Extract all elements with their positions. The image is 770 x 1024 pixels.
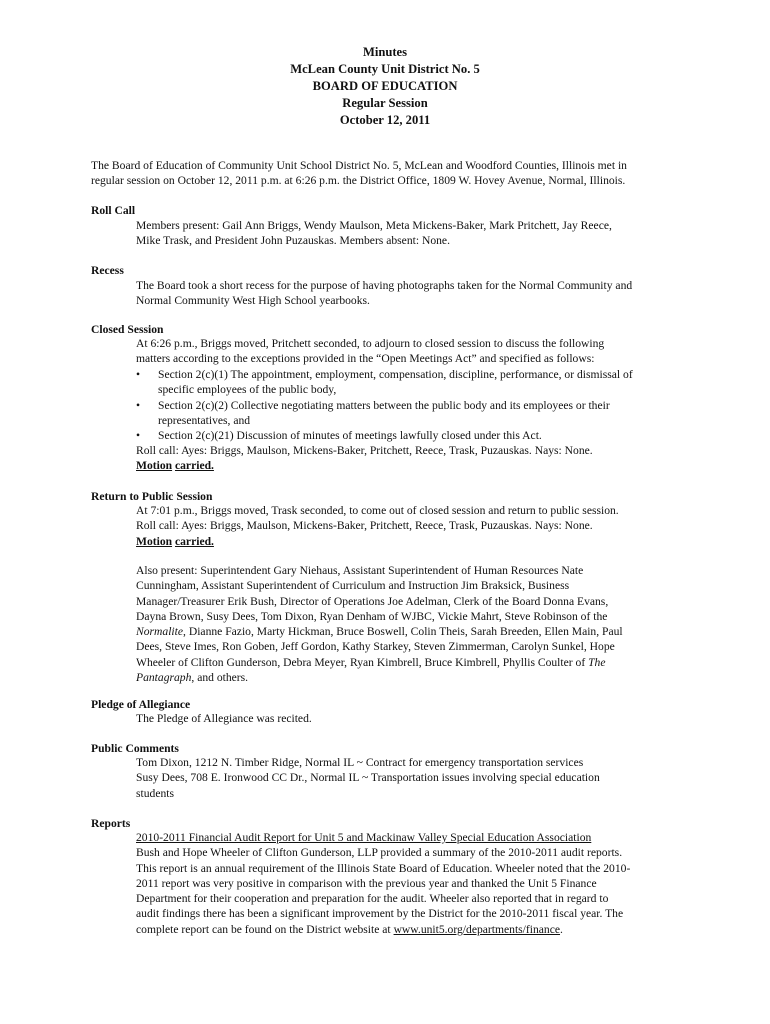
closed-session-heading: Closed Session xyxy=(91,323,164,336)
closed-session-vote xyxy=(136,443,593,474)
also-present-text: Wheeler of Clifton Gunderson, Debra Meyer, Ryan Kimbrell, Bruce Kimbrell, Phyllis Coulter of xyxy=(136,655,589,669)
roll-call-line: Mike Trask, and President John Puzauskas. Members absent: None. xyxy=(136,234,450,248)
pledge-heading: Pledge of Allegiance xyxy=(91,698,191,711)
roll-call-heading: Roll Call xyxy=(91,204,136,217)
list-item xyxy=(136,398,633,429)
reports-heading: Reports xyxy=(91,817,131,830)
also-present-line: Dayna Brown, Susy Dees, Tom Dixon, Ryan Denham of WJBC, Vickie Mahrt, Steve Robinson of the xyxy=(136,609,608,623)
roll-call-vote: Roll call: Ayes: Briggs, Maulson, Mickens-Baker, Pritchett, Reece, Trask, Puzauskas. Nays: None. xyxy=(136,444,593,457)
header-board: BOARD OF EDUCATION xyxy=(312,79,458,93)
also-present-line: Cunningham, Assistant Superintendent of Curriculum and Instruction Jim Braksick, Business xyxy=(136,579,570,593)
recess-text xyxy=(136,278,632,309)
publication-name: The xyxy=(588,655,606,669)
list-item xyxy=(136,367,633,398)
intro-line: The Board of Education of Community Unit School District No. 5, McLean and Woodford Counties, Illinois met in xyxy=(91,159,627,172)
roll-call-text xyxy=(136,218,612,249)
also-present-text: , and others. xyxy=(191,671,249,685)
recess-heading: Recess xyxy=(91,264,124,277)
recess-line: Normal Community West High School yearbooks. xyxy=(136,294,370,308)
list-item-text: representatives, and xyxy=(158,413,251,427)
also-present-line: Dees, Steve Imes, Ron Goben, Jeff Gordon, Kathy Starkey, Steven Zimmerman, Carolyn Sunkel, Hope xyxy=(136,640,615,654)
document-header xyxy=(0,44,770,129)
list-item-text: Section 2(c)(21) Discussion of minutes of meetings lawfully closed under this Act. xyxy=(158,429,542,443)
return-session-text xyxy=(136,503,619,549)
closed-session-line: At 6:26 p.m., Briggs moved, Pritchett seconded, to adjourn to closed session to discuss the following xyxy=(136,337,605,350)
bullet-icon: • xyxy=(136,398,141,412)
roll-call-line: Members present: Gail Ann Briggs, Wendy Maulson, Meta Mickens-Baker, Mark Pritchett, Jay Reece, xyxy=(136,219,612,232)
report-line: 2011 report was very positive in comparison with the previous year and thanked the Unit 5 Finance xyxy=(136,876,597,890)
also-present-line: Also present: Superintendent Gary Niehaus, Assistant Superintendent of Human Resources Nate xyxy=(136,564,584,577)
list-item-text: Section 2(c)(2) Collective negotiating matters between the public body and its employees or their xyxy=(158,398,610,412)
reports-text xyxy=(136,830,630,937)
motion-result xyxy=(136,534,619,549)
report-title: 2010-2011 Financial Audit Report for Unit 5 and Mackinaw Valley Special Education Association xyxy=(136,831,592,844)
report-line: Department for their cooperation and preparation for the audit. Wheeler also reported that in regard to xyxy=(136,892,609,906)
header-minutes: Minutes xyxy=(362,45,408,59)
pledge-text: The Pledge of Allegiance was recited. xyxy=(136,712,312,725)
recess-line: The Board took a short recess for the purpose of having photographs taken for the Normal Community and xyxy=(136,279,633,292)
header-district: McLean County Unit District No. 5 xyxy=(290,62,480,76)
closed-session-text xyxy=(136,336,604,367)
also-present-text: , Dianne Fazio, Marty Hickman, Bruce Boswell, Colin Theis, Sarah Breeden, Ellen Main, Paul xyxy=(183,625,623,639)
report-line: audit findings there has been a significant improvement by the District for the 2010-2011 fiscal year. The xyxy=(136,907,624,921)
list-item xyxy=(136,428,633,443)
finance-website-link[interactable]: www.unit5.org/departments/finance xyxy=(393,922,561,936)
motion-word: Motion xyxy=(136,534,173,548)
motion-word: Motion xyxy=(136,459,173,473)
return-session-heading: Return to Public Session xyxy=(91,490,213,503)
closed-session-exceptions-list xyxy=(136,367,633,443)
list-item-text: Section 2(c)(1) The appointment, employment, compensation, discipline, performance, or dismissal of xyxy=(158,368,633,381)
public-comments-text xyxy=(136,755,600,801)
public-comment-line: students xyxy=(136,786,175,800)
also-present-line: Manager/Treasurer Erik Bush, Director of Operations Joe Adelman, Clerk of the Board Donna Evans, xyxy=(136,594,609,608)
also-present-line xyxy=(136,655,623,670)
also-present-line xyxy=(136,624,623,639)
roll-call-vote: Roll call: Ayes: Briggs, Maulson, Mickens-Baker, Pritchett, Reece, Trask, Puzauskas. Nays: None. xyxy=(136,519,593,533)
also-present-line xyxy=(136,670,623,685)
publication-name: Normalite xyxy=(136,625,184,639)
header-date: October 12, 2011 xyxy=(339,113,431,127)
report-text: complete report can be found on the District website at xyxy=(136,922,394,936)
intro-line: regular session on October 12, 2011 p.m. at 6:26 p.m. the District Office, 1809 W. Hovey Avenue, Normal, Illinois. xyxy=(91,174,626,188)
public-comments-heading: Public Comments xyxy=(91,742,179,755)
list-item-text: specific employees of the public body, xyxy=(158,383,337,397)
public-comment-line: Susy Dees, 708 E. Ironwood CC Dr., Normal IL ~ Transportation issues involving special education xyxy=(136,771,600,785)
report-line xyxy=(136,922,630,937)
intro-paragraph xyxy=(91,158,627,189)
bullet-icon: • xyxy=(136,429,141,443)
publication-name: Pantagraph xyxy=(136,671,192,685)
also-present-paragraph xyxy=(136,563,623,685)
carried-word: carried. xyxy=(174,534,214,548)
return-session-line: At 7:01 p.m., Briggs moved, Trask seconded, to come out of closed session and return to public session. xyxy=(136,504,619,517)
report-text: . xyxy=(560,922,563,936)
public-comment-line: Tom Dixon, 1212 N. Timber Ridge, Normal IL ~ Contract for emergency transportation services xyxy=(136,756,584,769)
header-session-type: Regular Session xyxy=(342,96,428,110)
report-line: Bush and Hope Wheeler of Clifton Gunderson, LLP provided a summary of the 2010-2011 audit reports. xyxy=(136,846,623,860)
bullet-icon: • xyxy=(136,368,141,381)
report-line: This report is an annual requirement of the Illinois State Board of Education. Wheeler noted that the 2010- xyxy=(136,861,631,875)
carried-word: carried. xyxy=(174,459,214,473)
closed-session-line: matters according to the exceptions provided in the “Open Meetings Act” and specified as follows: xyxy=(136,352,595,366)
motion-result xyxy=(136,458,593,473)
